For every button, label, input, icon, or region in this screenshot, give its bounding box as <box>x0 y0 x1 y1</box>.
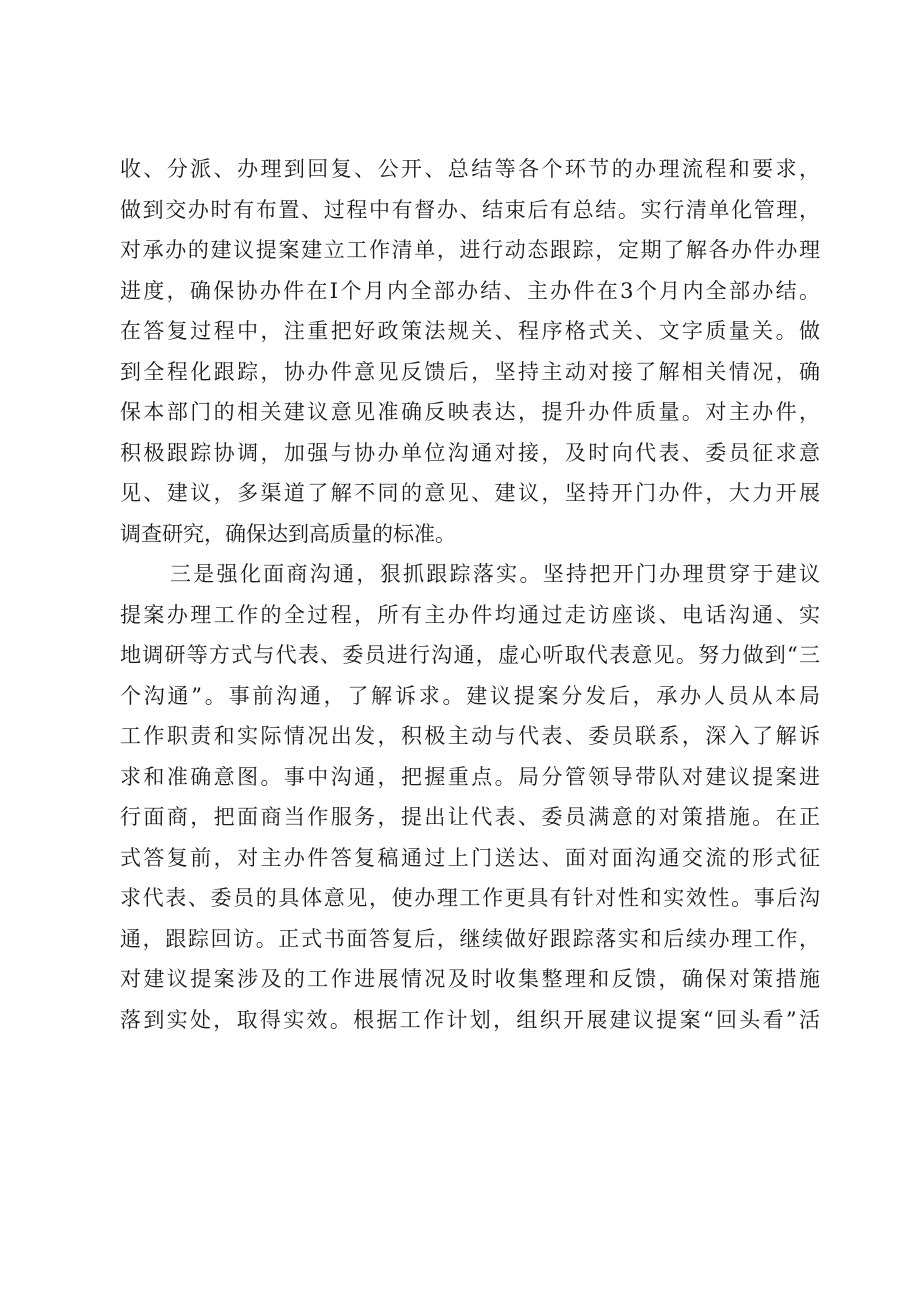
text-line: 见、建议，多渠道了解不同的意见、建议，坚持开门办件，大力开展 <box>120 481 820 505</box>
text-line: 对承办的建议提案建立工作清单，进行动态跟踪，定期了解各办件办理 <box>120 238 820 262</box>
text-line: 通，跟踪回访。正式书面答复后，继续做好跟踪落实和后续办理工作， <box>120 926 820 951</box>
text-line: 做到交办时有布置、过程中有督办、结束后有总结。实行清单化管理， <box>120 197 820 222</box>
paragraph-first-line: 三是强化面商沟通，狠抓跟踪落实。坚持把开门办理贯穿于建议 <box>170 562 820 586</box>
text-line: 求代表、委员的具体意见，使办理工作更具有针对性和实效性。事后沟 <box>120 886 820 910</box>
text-line: 在答复过程中，注重把好政策法规关、程序格式关、文字质量关。做 <box>120 319 820 343</box>
text-line: 对建议提案涉及的工作进展情况及时收集整理和反馈，确保对策措施 <box>120 967 820 991</box>
text-line: 保本部门的相关建议意见准确反映表达，提升办件质量。对主办件， <box>120 400 820 424</box>
text-line: 收、分派、办理到回复、公开、总结等各个环节的办理流程和要求， <box>120 157 820 181</box>
text-line: 到全程化跟踪，协办件意见反馈后，坚持主动对接了解相关情况，确 <box>120 359 820 384</box>
text-line: 求和准确意图。事中沟通，把握重点。局分管领导带队对建议提案进 <box>120 764 820 789</box>
text-line: 积极跟踪协调，加强与协办单位沟通对接，及时向代表、委员征求意 <box>120 440 820 465</box>
text-line: 个沟通”。事前沟通，了解诉求。建议提案分发后，承办人员从本局 <box>120 683 820 708</box>
text-line: 地调研等方式与代表、委员进行沟通，虚心听取代表意见。努力做到“三 <box>120 643 820 667</box>
paragraph-end-line: 调查研究，确保达到高质量的标准。 <box>120 521 456 546</box>
text-line: 行面商，把面商当作服务，提出让代表、委员满意的对策措施。在正 <box>120 805 820 829</box>
document-body <box>120 149 820 1040</box>
text-line: 式答复前，对主办件答复稿通过上门送达、面对面沟通交流的形式征 <box>120 845 820 870</box>
text-line: 落到实处，取得实效。根据工作计划，组织开展建议提案“回头看”活 <box>120 1007 820 1032</box>
text-line: 提案办理工作的全过程，所有主办件均通过走访座谈、电话沟通、实 <box>120 602 820 627</box>
text-line: 进度，确保协办件在Ⅰ个月内全部办结、主办件在3个月内全部办结。 <box>120 278 820 303</box>
text-line: 工作职责和实际情况出发，积极主动与代表、委员联系，深入了解诉 <box>120 724 820 748</box>
